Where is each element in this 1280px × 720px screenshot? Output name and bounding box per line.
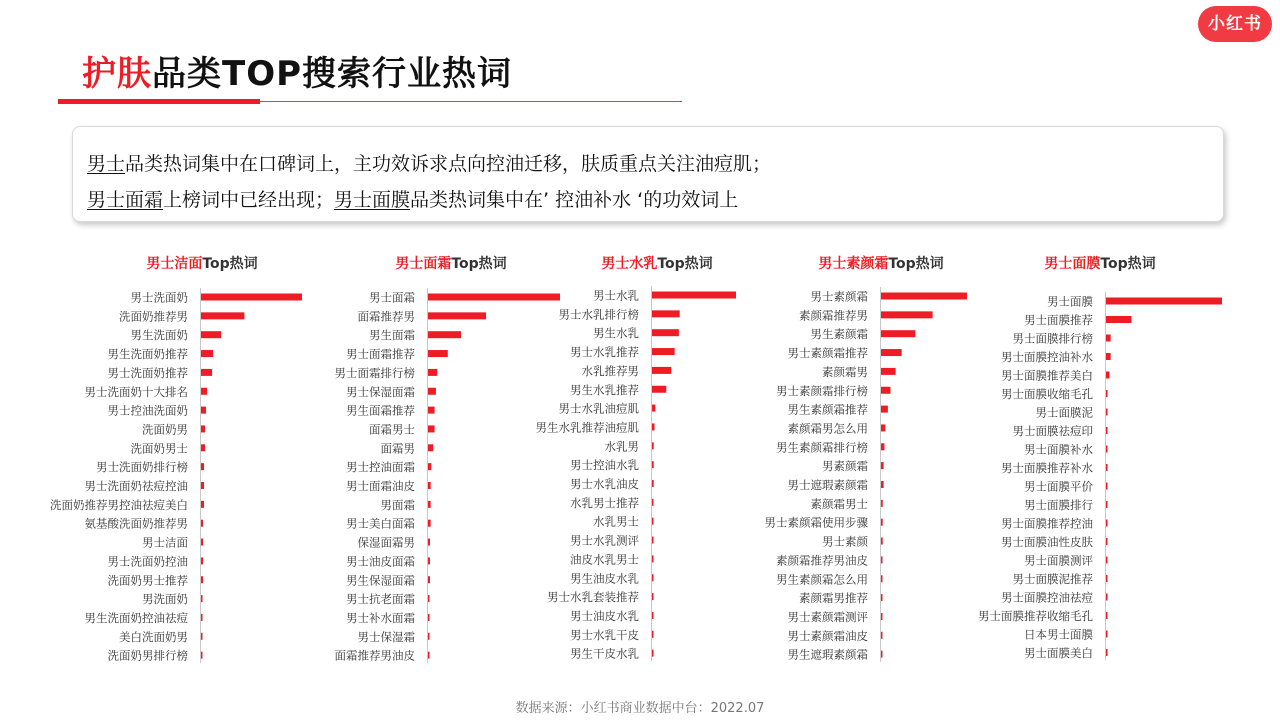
bar: [201, 425, 205, 432]
bar: [201, 595, 203, 602]
category-label: 洗面奶男士推荐: [107, 573, 188, 588]
bar: [201, 520, 203, 527]
category-label: 男生遮瑕素颜霜: [787, 647, 868, 662]
category-label: 男士面霜油皮: [346, 479, 415, 493]
chart-title-highlight: 男士水乳: [601, 256, 658, 272]
bar: [201, 539, 203, 546]
bar: [1106, 575, 1108, 582]
category-label: 男士美白面霜: [346, 516, 415, 531]
category-label: 男士素颜: [822, 534, 868, 549]
bar: [201, 312, 244, 319]
bar: [881, 519, 883, 526]
category-label: 男生洗面奶控油祛痘: [84, 610, 188, 625]
chart-title: [601, 255, 712, 272]
category-label: 日本男士面膜: [1024, 627, 1093, 642]
bar: [201, 294, 302, 301]
bar: [881, 387, 890, 394]
category-label: 男士水乳测评: [570, 533, 639, 548]
category-label: 男士面膜推荐控油: [1001, 516, 1093, 531]
category-label: 男士油皮面霜: [346, 554, 415, 569]
category-label: 男士面膜收缩毛孔: [1001, 387, 1093, 401]
summary-text: 品类热词集中在口碑词上，主功效诉求点向控油迁移，肤质重点关注油痘肌；: [125, 153, 772, 175]
bar: [652, 574, 654, 581]
category-label: 男士控油水乳: [570, 458, 639, 473]
category-label: 男士油皮水乳: [570, 608, 639, 623]
category-label: 水乳男士推荐: [570, 495, 639, 510]
category-label: 男生干皮水乳: [570, 646, 639, 661]
chart-title-highlight: 男士面膜: [1044, 256, 1101, 272]
bar: [652, 367, 671, 374]
category-label: 面霜男士: [369, 422, 415, 437]
chart-title-rest: Top热词: [451, 256, 507, 272]
category-label: 男士面膜美白: [1024, 646, 1093, 660]
bar: [652, 537, 654, 544]
bar: [1106, 390, 1108, 397]
category-label: 男士抗老面霜: [346, 592, 415, 607]
category-label: 男士面霜排行榜: [334, 365, 415, 380]
category-label: 男士素颜霜使用步骤: [764, 515, 868, 530]
bar: [1106, 538, 1108, 545]
bar: [1106, 316, 1132, 323]
category-label: 男生素颜霜排行榜: [776, 440, 868, 455]
bar: [428, 652, 430, 659]
bar: [1106, 409, 1108, 416]
summary-keyword: 男士面膜: [334, 189, 411, 211]
bar: [652, 461, 654, 468]
category-label: 男士面膜补水: [1024, 442, 1093, 457]
chart-title-highlight: 男士洁面: [146, 256, 203, 272]
bar: [881, 500, 883, 507]
bar: [652, 480, 654, 487]
bar: [201, 482, 204, 489]
bar: [201, 463, 204, 470]
category-label: 男士面膜泥推荐: [1012, 572, 1093, 586]
category-label: 男士控油面霜: [346, 460, 415, 475]
bar: [428, 501, 431, 508]
bar: [652, 650, 654, 657]
page-title-rest: 品类TOP搜索行业热词: [152, 54, 513, 94]
bar: [428, 557, 430, 564]
category-label: 男生保湿面霜: [346, 573, 415, 588]
bar: [1106, 372, 1109, 379]
chart-title-rest: Top热词: [657, 256, 713, 272]
category-label: 男士面膜推荐补水: [1001, 461, 1093, 475]
bar: [881, 575, 883, 582]
category-label: 男士水乳: [593, 288, 639, 303]
category-label: 男士水乳油痘肌: [558, 401, 639, 416]
category-label: 男士面膜排行榜: [1012, 331, 1093, 346]
category-label: 素颜霜男怎么用: [787, 421, 868, 436]
category-label: 男士遮瑕素颜霜: [787, 478, 868, 492]
category-label: 洗面奶推荐男: [119, 309, 188, 324]
bar: [201, 633, 203, 640]
category-label: 男生水乳推荐油痘肌: [535, 420, 639, 435]
category-label: 男士控油洗面奶: [107, 403, 188, 418]
category-label: 男士素颜霜测评: [787, 609, 868, 624]
bar: [881, 349, 902, 356]
category-label: 男生水乳: [593, 326, 639, 341]
category-label: 面霜推荐男: [357, 309, 415, 324]
bar: [652, 499, 654, 506]
bar: [428, 463, 431, 470]
bar: [428, 407, 435, 414]
category-label: 男士面霜: [369, 290, 415, 305]
bar: [652, 292, 736, 299]
bar: [201, 331, 221, 338]
bar: [428, 350, 448, 357]
bar: [1106, 501, 1108, 508]
bar: [652, 423, 655, 430]
chart-title-highlight: 男士素颜霜: [818, 256, 889, 272]
bar: [201, 614, 203, 621]
chart-title-highlight: 男士面霜: [395, 256, 452, 272]
bar: [1106, 353, 1111, 360]
bar: [1106, 483, 1108, 490]
category-label: 男士面膜控油祛痘: [1001, 590, 1093, 605]
bar: [881, 406, 888, 413]
category-label: 男士面膜平价: [1024, 479, 1093, 494]
category-label: 男士洗面奶推荐: [107, 365, 188, 380]
category-label: 男士面霜推荐: [346, 347, 415, 362]
bar: [201, 576, 203, 583]
category-label: 素颜霜推荐男油皮: [776, 553, 868, 568]
bar: [201, 407, 206, 414]
bar: [881, 594, 883, 601]
category-label: 男士面膜推荐: [1024, 313, 1093, 327]
bar: [428, 369, 437, 376]
bar: [881, 651, 883, 658]
category-label: 素颜霜男士: [810, 496, 868, 511]
bar: [428, 595, 430, 602]
bar: [1106, 464, 1108, 471]
category-label: 男士补水面霜: [346, 610, 415, 625]
bar: [1106, 612, 1108, 619]
category-label: 水乳男: [604, 439, 639, 454]
bar: [428, 444, 433, 451]
chart-title-rest: Top热词: [888, 256, 944, 272]
bar: [1106, 649, 1108, 656]
bar: [428, 294, 560, 301]
category-label: 素颜霜男推荐: [799, 591, 868, 606]
source-note: 数据来源：小红书商业数据中台：2022.07: [515, 701, 765, 716]
summary-text: 上榜词中已经出现；: [163, 189, 335, 211]
bar: [201, 652, 203, 659]
category-label: 面霜推荐男油皮: [334, 648, 415, 663]
category-label: 男士洗面奶: [130, 290, 188, 305]
bar: [428, 576, 430, 583]
bar: [1106, 427, 1108, 434]
bar: [652, 555, 654, 562]
summary-text: 品类热词集中在’ 控油补水 ‘的功效词上: [410, 189, 739, 211]
bar: [881, 613, 883, 620]
category-label: 美白洗面奶男: [119, 629, 188, 644]
category-label: 男士面膜泥: [1035, 405, 1093, 420]
xiaohongshu-logo: 小红书: [1198, 6, 1272, 42]
category-label: 男士面膜推荐美白: [1001, 368, 1093, 383]
category-label: 男士水乳推荐: [570, 345, 639, 360]
bar: [201, 501, 204, 508]
category-label: 男生洗面奶: [130, 328, 188, 343]
bar: [1106, 557, 1108, 564]
category-label: 男士素颜霜推荐: [787, 346, 868, 361]
bar: [652, 612, 654, 619]
category-label: 洗面奶推荐男控油祛痘美白: [50, 497, 188, 512]
category-label: 男士洗面奶十大排名: [84, 384, 188, 399]
bar: [1106, 631, 1108, 638]
bar: [881, 556, 883, 563]
bar: [201, 388, 207, 395]
category-label: 男士水乳套装推荐: [547, 590, 639, 605]
bar: [881, 481, 884, 488]
bar: [652, 518, 654, 525]
bar: [652, 405, 655, 412]
category-label: 男洗面奶: [142, 592, 188, 607]
bar: [428, 388, 436, 395]
chart-title: [146, 255, 257, 272]
chart-title-rest: Top热词: [1100, 256, 1156, 272]
bar: [652, 310, 680, 317]
category-label: 男士面膜: [1047, 294, 1093, 309]
category-label: 男士素颜霜: [810, 289, 868, 304]
bar: [1106, 446, 1108, 453]
bar: [881, 424, 885, 431]
bar: [428, 331, 461, 338]
chart-3: [536, 255, 737, 661]
bar: [428, 539, 430, 546]
bar: [881, 330, 915, 337]
bar: [201, 444, 205, 451]
category-label: 男士素颜霜排行榜: [776, 383, 868, 398]
bar: [201, 369, 212, 376]
bar: [881, 368, 896, 375]
chart-5: [978, 255, 1222, 661]
bar: [1106, 594, 1108, 601]
bar: [881, 632, 883, 639]
category-label: 男士素颜霜油皮: [787, 628, 868, 643]
bar: [201, 557, 203, 564]
category-label: 男生素颜霜: [810, 327, 868, 342]
category-label: 保湿面霜男: [357, 535, 415, 550]
category-label: 男士水乳排行榜: [558, 307, 639, 322]
chart-title: [1044, 255, 1155, 272]
category-label: 面霜男: [380, 441, 415, 456]
chart-1: [50, 255, 302, 663]
category-label: 男士面膜排行: [1024, 498, 1093, 512]
bar: [1106, 335, 1111, 342]
category-label: 男生面霜推荐: [346, 403, 415, 418]
bar: [881, 311, 933, 318]
bar: [881, 462, 884, 469]
bar: [428, 312, 486, 319]
chart-title: [818, 255, 943, 272]
bar: [652, 593, 654, 600]
category-label: 洗面奶男排行榜: [107, 648, 188, 663]
bar: [428, 520, 431, 527]
category-label: 男士保湿霜: [357, 629, 415, 644]
bar: [881, 293, 967, 300]
category-label: 洗面奶男士: [130, 441, 188, 456]
category-label: 男士面膜测评: [1024, 553, 1093, 568]
bar: [652, 329, 679, 336]
category-label: 男士保湿面霜: [346, 384, 415, 399]
category-label: 水乳推荐男: [581, 363, 639, 378]
chart-title: [395, 255, 506, 272]
bar: [1106, 298, 1222, 305]
category-label: 素颜霜推荐男: [799, 308, 868, 323]
category-label: 水乳男士: [593, 514, 639, 529]
category-label: 素颜霜男: [822, 364, 868, 379]
chart-2: [335, 255, 561, 663]
category-label: 男生水乳推荐: [570, 382, 639, 397]
category-label: 男士洁面: [142, 535, 188, 550]
category-label: 男士面膜油性皮肤: [1001, 535, 1093, 549]
category-label: 男士水乳干皮: [570, 627, 639, 642]
bar: [428, 425, 435, 432]
bar: [201, 350, 213, 357]
category-label: 男士洗面奶控油: [107, 554, 188, 569]
summary-keyword: 男士面霜: [87, 189, 164, 211]
summary-keyword: 男士: [87, 153, 126, 175]
bar: [428, 482, 431, 489]
bar: [652, 348, 675, 355]
page-title-accent: 护肤: [82, 54, 152, 94]
category-label: 油皮水乳男士: [570, 552, 639, 567]
category-label: 男素颜霜: [822, 459, 868, 474]
category-label: 洗面奶男: [142, 422, 188, 437]
bar: [652, 442, 654, 449]
bar: [1106, 520, 1108, 527]
category-label: 男士面膜祛痘印: [1012, 424, 1093, 438]
category-label: 男生油皮水乳: [570, 571, 639, 586]
bar: [652, 386, 666, 393]
bar: [881, 538, 883, 545]
bar: [881, 443, 884, 450]
category-label: 男面霜: [380, 497, 415, 512]
bar: [428, 614, 430, 621]
category-label: 男生素颜霜怎么用: [776, 572, 868, 587]
category-label: 男士洗面奶祛痘控油: [84, 479, 188, 493]
category-label: 男士面膜推荐收缩毛孔: [978, 609, 1093, 623]
category-label: 氨基酸洗面奶推荐男: [84, 516, 188, 531]
chart-title-rest: Top热词: [202, 256, 258, 272]
bar: [652, 631, 654, 638]
category-label: 男生洗面奶推荐: [107, 347, 188, 362]
category-label: 男士洗面奶排行榜: [96, 460, 188, 475]
category-label: 男生素颜霜推荐: [787, 402, 868, 417]
bar: [428, 633, 430, 640]
chart-4: [765, 255, 968, 662]
category-label: 男生面霜: [369, 328, 415, 343]
category-label: 男士面膜控油补水: [1001, 350, 1093, 364]
category-label: 男士水乳油皮: [570, 477, 639, 491]
